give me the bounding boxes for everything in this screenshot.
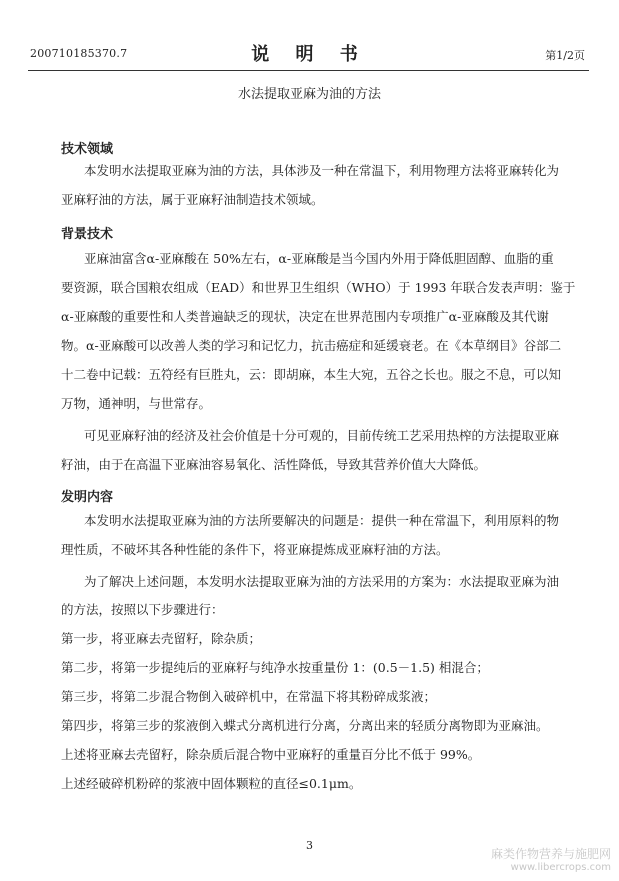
paragraph-line: 物。α-亚麻酸可以改善人类的学习和记忆力，抗击癌症和延缓衰老。在《本草纲目》谷部二 (61, 338, 562, 353)
paragraph-line: 万物，通神明，与世常存。 (61, 396, 212, 411)
document-type-heading: 说 明 书 (251, 44, 368, 65)
paragraph-line: 亚麻籽油的方法，属于亚麻籽油制造技术领域。 (61, 192, 324, 207)
paragraph-line: 籽油，由于在高温下亚麻油容易氧化、活性降低，导致其营养价值大大降低。 (61, 457, 487, 472)
paragraph-line: 上述将亚麻去壳留籽，除杂质后混合物中亚麻籽的重量百分比不低于 99%。 (61, 747, 481, 762)
section-heading-background: 背景技术 (61, 227, 114, 242)
paragraph-line: α-亚麻酸的重要性和人类普遍缺乏的现状，决定在世界范围内专项推广α-亚麻酸及其代谢 (61, 309, 549, 324)
section-heading-technical-field: 技术领域 (61, 142, 114, 157)
section-heading-summary: 发明内容 (61, 490, 114, 505)
step-line: 第三步，将第二步混合物倒入破碎机中，在常温下将其粉碎成浆液； (61, 689, 437, 704)
paragraph-line: 十二卷中记载：五符经有巨胜丸，云：即胡麻，本生大宛，五谷之长也。服之不息，可以知 (61, 367, 562, 382)
document-title: 水法提取亚麻为油的方法 (237, 87, 381, 102)
watermark-url: www.libercrops.com (510, 862, 611, 873)
paragraph-line: 亚麻油富含α-亚麻酸在 50%左右，α-亚麻酸是当今国内外用于降低胆固醇、血脂的重 (84, 251, 554, 266)
page-number: 3 (306, 839, 313, 852)
paragraph-line: 可见亚麻籽油的经济及社会价值是十分可观的，目前传统工艺采用热榨的方法提取亚麻 (84, 428, 560, 443)
header-rule (28, 70, 589, 71)
paragraph-line: 本发明水法提取亚麻为油的方法所要解决的问题是：提供一种在常温下，利用原料的物 (84, 513, 560, 528)
step-line: 第二步，将第一步提纯后的亚麻籽与纯净水按重量份 1：(0.5－1.5) 相混合； (61, 660, 489, 675)
step-line: 第四步，将第三步的浆液倒入蝶式分离机进行分离，分离出来的轻质分离物即为亚麻油。 (61, 718, 549, 733)
watermark-site-name: 麻类作物营养与施肥网 (490, 847, 611, 861)
paragraph-line: 的方法，按照以下步骤进行： (61, 602, 224, 617)
application-number: 200710185370.7 (30, 47, 128, 60)
step-line: 第一步，将亚麻去壳留籽，除杂质； (61, 631, 262, 646)
watermark (491, 847, 611, 875)
paragraph-line: 本发明水法提取亚麻为油的方法，具体涉及一种在常温下，利用物理方法将亚麻转化为 (84, 163, 560, 178)
paragraph-line: 为了解决上述问题，本发明水法提取亚麻为油的方法采用的方案为：水法提取亚麻为油 (84, 574, 560, 589)
paragraph-line: 要资源，联合国粮农组成（EAD）和世界卫生组织（WHO）于 1993 年联合发表声明：鉴于 (61, 280, 576, 295)
paragraph-line: 理性质，不破坏其各种性能的条件下，将亚麻提炼成亚麻籽油的方法。 (61, 542, 449, 557)
page-indicator: 第1/2页 (545, 49, 585, 62)
paragraph-line: 上述经破碎机粉碎的浆液中固体颗粒的直径≤0.1μm。 (61, 776, 362, 791)
